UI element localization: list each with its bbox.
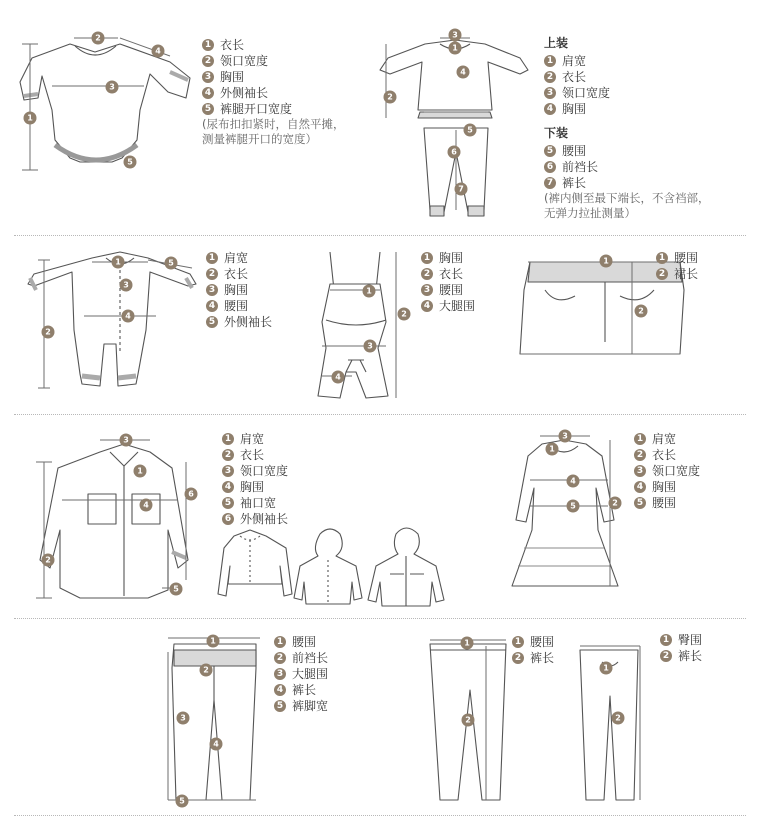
svg-text:3: 3 xyxy=(180,713,186,723)
svg-text:4: 4 xyxy=(335,372,341,382)
note-line: 无弹力拉扯测量） xyxy=(544,206,636,220)
list-item: 1 肩宽 xyxy=(206,250,272,266)
list-item: 2 衣长 xyxy=(421,266,475,282)
list-item: 3 领口宽度 xyxy=(544,85,710,101)
cardigan-sketch xyxy=(218,530,292,596)
romper-measure-list xyxy=(206,250,272,330)
svg-text:1: 1 xyxy=(366,286,372,296)
svg-text:2: 2 xyxy=(612,498,618,508)
svg-text:4: 4 xyxy=(213,739,219,749)
svg-text:2: 2 xyxy=(615,713,621,723)
list-item: 2 裤长 xyxy=(512,650,554,666)
list-item: 1 臀围 xyxy=(660,632,702,648)
svg-text:2: 2 xyxy=(465,715,471,725)
svg-text:1: 1 xyxy=(603,663,609,673)
leggings-measure-list xyxy=(512,634,554,666)
list-item: 2 衣长 xyxy=(206,266,272,282)
list-item: 3 大腿围 xyxy=(274,666,328,682)
list-item: 4 胸围 xyxy=(634,479,700,495)
top-heading: 上装 xyxy=(544,36,569,50)
list-item: 1 腰围 xyxy=(656,250,698,266)
svg-text:7: 7 xyxy=(458,184,464,194)
list-item: 4 外侧袖长 xyxy=(202,85,345,101)
svg-text:1: 1 xyxy=(115,257,121,267)
note-line: (裤内侧至最下端长，不含裆部， xyxy=(544,191,710,205)
svg-text:5: 5 xyxy=(173,584,179,594)
svg-text:1: 1 xyxy=(210,636,216,646)
dress-sketch xyxy=(512,440,618,586)
svg-text:1: 1 xyxy=(603,256,609,266)
svg-text:5: 5 xyxy=(570,501,576,511)
list-item: 5 袖口宽 xyxy=(222,495,288,511)
list-item: 1 肩宽 xyxy=(222,431,288,447)
list-item: 6 前裆长 xyxy=(544,159,710,175)
list-item: 1 腰围 xyxy=(512,634,554,650)
svg-text:1: 1 xyxy=(137,466,143,476)
svg-text:3: 3 xyxy=(367,341,373,351)
svg-text:6: 6 xyxy=(188,489,194,499)
svg-text:2: 2 xyxy=(95,33,101,43)
svg-text:2: 2 xyxy=(45,327,51,337)
svg-text:3: 3 xyxy=(562,431,568,441)
svg-text:3: 3 xyxy=(123,280,129,290)
list-item: 3 领口宽度 xyxy=(634,463,700,479)
hoodie-sketch xyxy=(294,529,362,604)
list-item: 7 裤长 xyxy=(544,175,710,191)
svg-text:4: 4 xyxy=(460,67,466,77)
list-item: 2 裙长 xyxy=(656,266,698,282)
jacket-sketch xyxy=(368,528,444,606)
note-line: 测量裤腿开口的宽度） xyxy=(202,132,317,146)
pants-measure-list xyxy=(660,632,702,664)
svg-text:4: 4 xyxy=(570,476,576,486)
jumpsuit-measure-list xyxy=(421,250,475,314)
list-item: 4 腰围 xyxy=(206,298,272,314)
svg-text:3: 3 xyxy=(109,82,115,92)
list-item: 5 腰围 xyxy=(544,143,710,159)
shirt-measure-list xyxy=(222,431,288,527)
list-item: 2 前裆长 xyxy=(274,650,328,666)
skirt-measure-list xyxy=(656,250,698,282)
bodysuit-measure-list xyxy=(202,37,345,147)
svg-text:4: 4 xyxy=(125,311,131,321)
list-item: 3 胸围 xyxy=(206,282,272,298)
list-item: 5 外侧袖长 xyxy=(206,314,272,330)
svg-text:2: 2 xyxy=(387,92,393,102)
svg-text:5: 5 xyxy=(127,157,133,167)
svg-text:2: 2 xyxy=(45,555,51,565)
list-item: 3 胸围 xyxy=(202,69,345,85)
list-item: 3 领口宽度 xyxy=(222,463,288,479)
list-item: 2 衣长 xyxy=(634,447,700,463)
svg-text:4: 4 xyxy=(143,500,149,510)
list-item: 2 裤长 xyxy=(660,648,702,664)
svg-text:5: 5 xyxy=(168,258,174,268)
list-item: 5 裤腿开口宽度 xyxy=(202,101,345,117)
list-item: 5 裤脚宽 xyxy=(274,698,328,714)
two-piece-measure-list xyxy=(544,33,710,221)
bodysuit-sketch xyxy=(20,44,190,162)
list-item: 1 肩宽 xyxy=(544,53,710,69)
list-item: 4 大腿围 xyxy=(421,298,475,314)
list-item: 1 衣长 xyxy=(202,37,345,53)
svg-text:1: 1 xyxy=(27,113,33,123)
list-item: 4 胸围 xyxy=(544,101,710,117)
list-item: 2 领口宽度 xyxy=(202,53,345,69)
note-line: (尿布扣扣紧时，自然平摊， xyxy=(202,117,345,131)
svg-text:2: 2 xyxy=(401,309,407,319)
list-item: 2 衣长 xyxy=(544,69,710,85)
list-item: 4 胸围 xyxy=(222,479,288,495)
svg-text:1: 1 xyxy=(549,444,555,454)
svg-text:5: 5 xyxy=(179,796,185,806)
jeans-measure-list xyxy=(274,634,328,714)
svg-text:2: 2 xyxy=(203,665,209,675)
svg-text:3: 3 xyxy=(123,435,129,445)
list-item: 4 裤长 xyxy=(274,682,328,698)
list-item: 1 肩宽 xyxy=(634,431,700,447)
romper-sketch xyxy=(28,252,196,386)
list-item: 1 腰围 xyxy=(274,634,328,650)
list-item: 5 腰围 xyxy=(634,495,700,511)
list-item: 6 外侧袖长 xyxy=(222,511,288,527)
svg-text:1: 1 xyxy=(452,43,458,53)
shirt-sketch xyxy=(40,444,188,598)
svg-text:1: 1 xyxy=(464,638,470,648)
list-item: 3 腰围 xyxy=(421,282,475,298)
two-piece-set-sketch xyxy=(380,40,528,216)
list-item: 1 胸围 xyxy=(421,250,475,266)
svg-text:6: 6 xyxy=(451,147,457,157)
svg-text:2: 2 xyxy=(638,306,644,316)
svg-text:5: 5 xyxy=(467,125,473,135)
dress-measure-list xyxy=(634,431,700,511)
svg-text:4: 4 xyxy=(155,46,161,56)
svg-text:3: 3 xyxy=(452,30,458,40)
bottom-heading: 下装 xyxy=(544,126,569,140)
list-item: 2 衣长 xyxy=(222,447,288,463)
